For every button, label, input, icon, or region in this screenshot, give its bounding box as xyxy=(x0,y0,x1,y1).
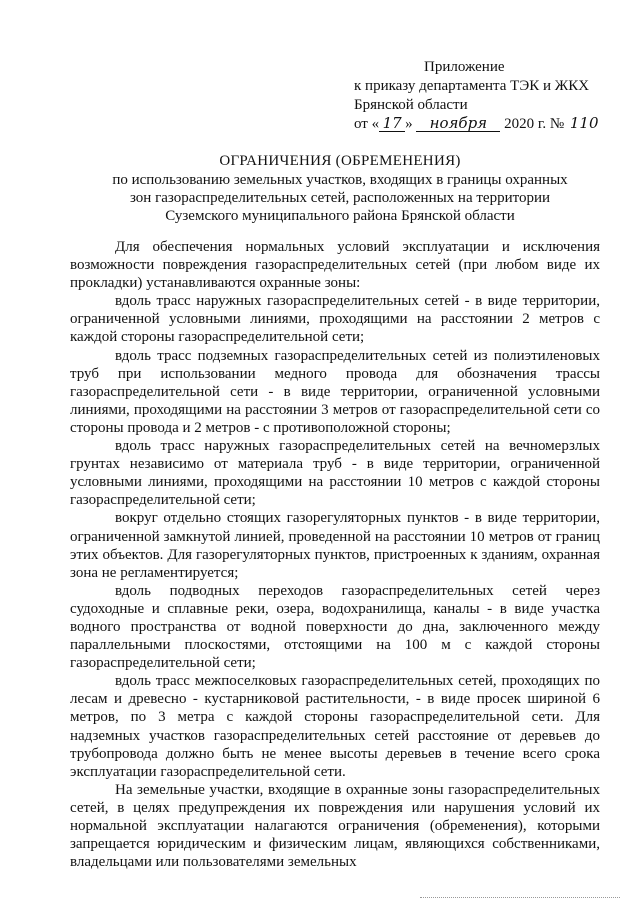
scan-edge-line xyxy=(420,897,620,898)
paragraph-underwater-crossings: вдоль подводных переходов газораспределительных сетей через судоходные и сплавные реки, озера, водохранилища, каналы - в виде участка водного пространства от водной поверхности до дна, заключенного между параллельными плоскостями, отстоящими на 100 м с каждой стороны газораспределительной сети; xyxy=(70,582,600,672)
date-mid: » xyxy=(405,116,413,132)
paragraph-intro: Для обеспечения нормальных условий эксплуатации и исключения возможности повреждения газораспределительных сетей (при любом виде их прокладки) устанавливаются охранные зоны: xyxy=(70,239,600,292)
title-line-2: зон газораспределительных сетей, расположенных на территории xyxy=(129,190,551,206)
date-prefix: от « xyxy=(354,116,380,132)
title-line-1: по использованию земельных участков, входящих в границы охранных xyxy=(112,172,568,188)
date-suffix: 2020 г. № xyxy=(504,116,565,132)
document-body xyxy=(70,238,600,871)
paragraph-permafrost-networks: вдоль трасс наружных газораспределительных сетей на вечномерзлых грунтах независимо от материала труб - в виде территории, ограниченной условными линиями, проходящими на расстоянии 10 метров с каждой стороны газораспределительной сети; xyxy=(70,438,600,509)
appendix-title: Приложение xyxy=(424,59,505,75)
appendix-header xyxy=(354,58,624,134)
paragraph-outdoor-networks: вдоль трасс наружных газораспределительных сетей - в виде территории, ограниченной условными линиями, проходящими на расстоянии 2 метров с каждой стороны газораспределительной сети; xyxy=(70,293,600,346)
handwritten-day: 17 xyxy=(379,115,405,132)
paragraph-forest-networks: вдоль трасс межпоселковых газораспределительных сетей, проходящих по лесам и древесно - кустарниковой растительности, - в виде просек шириной 6 метров, по 3 метра с каждой стороны газораспределительной сети. Для надземных участков газораспределительных сетей расстояние от деревьев до трубопровода должно быть не менее высоты деревьев в течение всего срока эксплуатации газораспределительной сети. xyxy=(70,673,600,780)
appendix-order-ref: к приказу департамента ТЭК и ЖКХ xyxy=(354,78,590,94)
handwritten-month: ноября xyxy=(416,115,500,132)
appendix-date-line xyxy=(354,115,624,134)
paragraph-underground-networks: вдоль трасс подземных газораспределительных сетей из полиэтиленовых труб при использовании медного провода для обозначения трассы газораспределительной сети - в виде территории, ограниченной условными линиями, проходящими на расстоянии 3 метров от газораспределительной сети со стороны провода и 2 метров - с противоположной стороны; xyxy=(70,347,600,436)
title-heading: ОГРАНИЧЕНИЯ (ОБРЕМЕНЕНИЯ) xyxy=(219,153,461,169)
paragraph-land-restrictions: На земельные участки, входящие в охранные зоны газораспределительных сетей, в целях предупреждения их повреждения или нарушения условий их нормальной эксплуатации налагаются ограничения (обременения), которыми запрещается юридическим и физическим лицам, являющихся собственниками, владельцами или пользователями земельных xyxy=(70,781,600,871)
title-line-3: Суземского муниципального района Брянской области xyxy=(165,208,515,224)
handwritten-order-number: 110 xyxy=(569,114,599,132)
document-title xyxy=(60,152,620,225)
appendix-region: Брянской области xyxy=(354,97,468,113)
paragraph-regulator-points: вокруг отдельно стоящих газорегуляторных пунктов - в виде территории, ограниченной замкнутой линией, проведенной на расстоянии 10 метров от границ этих объектов. Для газорегуляторных пунктов, пристроенных к зданиям, охранная зона не регламентируется; xyxy=(70,510,600,581)
